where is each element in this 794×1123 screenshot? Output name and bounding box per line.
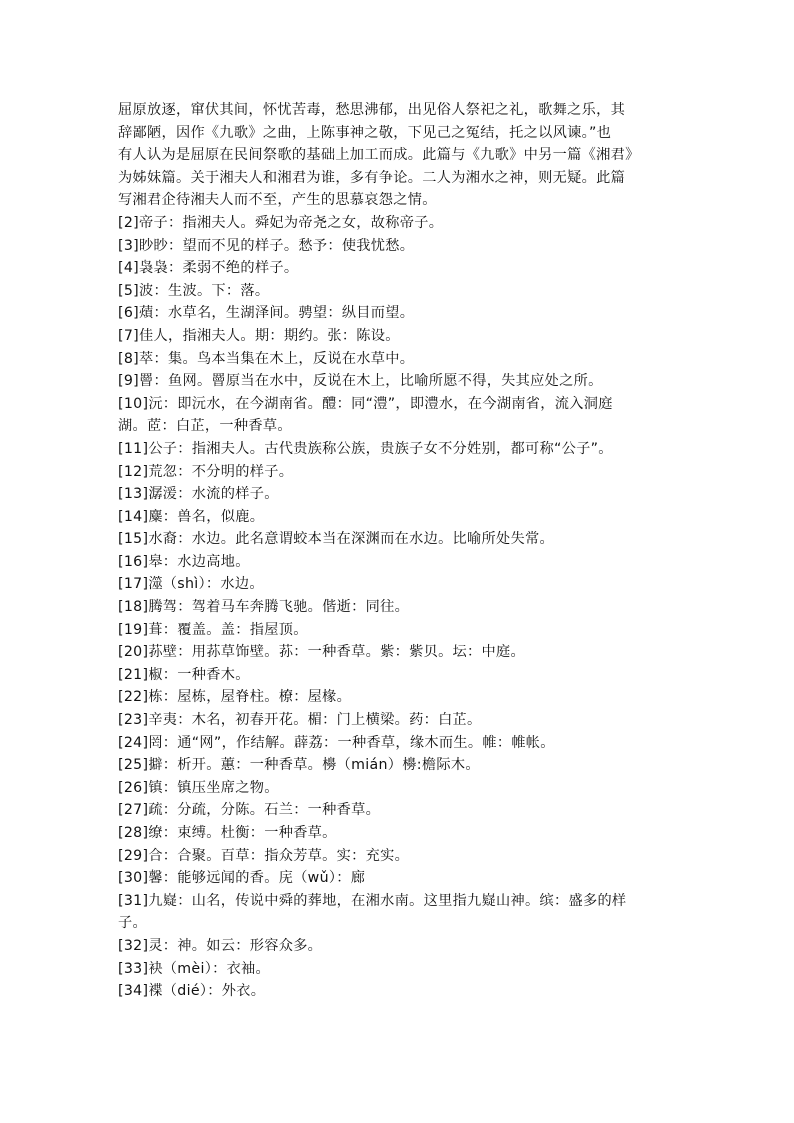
intro-line: 辞鄙陋，因作《九歌》之曲，上陈事神之敬，下见己之冤结，托之以风谏。”也 (118, 124, 612, 141)
annotation-continuation: 子。 (118, 915, 147, 932)
annotation-item: [17]澨（shì）：水边。 (118, 576, 264, 593)
annotation-item: [27]疏：分疏，分陈。石兰：一种香草。 (118, 802, 381, 819)
annotation-item: [10]沅：即沅水，在今湖南省。醴：同“澧”，即澧水，在今湖南省，流入洞庭 (118, 395, 613, 412)
annotation-item: [16]皋：水边高地。 (118, 553, 250, 570)
annotation-item: [28]缭：束缚。杜衡：一种香草。 (118, 825, 337, 841)
annotation-item: [21]椒：一种香木。 (118, 666, 250, 683)
annotation-item: [13]潺湲：水流的样子。 (118, 486, 279, 503)
annotation-item: [2]帝子：指湘夫人。舜妃为帝尧之女，故称帝子。 (118, 214, 444, 231)
intro-line: 为姊妹篇。关于湘夫人和湘君为谁，多有争论。二人为湘水之神，则无疑。此篇 (118, 169, 626, 186)
annotation-item: [25]擗：析开。蕙：一种香草。櫋（mián）櫋:檐际木。 (118, 757, 480, 774)
annotation-item: [31]九嶷：山名，传说中舜的葬地，在湘水南。这里指九嶷山神。缤：盛多的样 (118, 892, 627, 909)
annotation-item: [30]馨：能够远闻的香。庑（wǔ）：廊 (118, 870, 366, 887)
annotation-item: [26]镇：镇压坐席之物。 (118, 779, 279, 796)
annotation-item: [23]辛夷：木名，初春开花。楣：门上横梁。药：白芷。 (118, 712, 482, 729)
intro-paragraph (118, 99, 682, 212)
annotation-item: [3]眇眇：望而不见的样子。愁予：使我忧愁。 (118, 237, 415, 254)
intro-line: 写湘君企待湘夫人而不至，产生的思慕哀怨之情。 (118, 192, 437, 209)
annotation-item: [22]栋：屋栋，屋脊柱。橑：屋椽。 (118, 689, 352, 706)
intro-line: 屈原放逐，窜伏其间，怀忧苦毒，愁思沸郁，出见俗人祭祀之礼，歌舞之乐，其 (118, 102, 626, 118)
annotation-item: [7]佳人，指湘夫人。期：期约。张：陈设。 (118, 327, 400, 344)
annotation-item: [4]袅袅：柔弱不绝的样子。 (118, 260, 299, 277)
annotation-item: [32]灵：神。如云：形容众多。 (118, 937, 323, 954)
annotation-item: [5]波：生波。下：落。 (118, 282, 270, 299)
annotation-item: [29]合：合聚。百草：指众芳草。实：充实。 (118, 847, 410, 864)
annotation-item: [19]葺：覆盖。盖：指屋顶。 (118, 621, 308, 638)
annotation-item: [20]荪壁：用荪草饰壁。荪：一种香草。紫：紫贝。坛：中庭。 (118, 644, 525, 661)
annotation-continuation: 湖。茝：白芷，一种香草。 (118, 418, 292, 435)
annotation-item: [34]褋（dié）：外衣。 (118, 983, 266, 1000)
annotation-list (118, 212, 682, 1003)
document-page (118, 99, 682, 1003)
annotation-item: [14]麋：兽名，似鹿。 (118, 508, 265, 525)
intro-line: 有人认为是屈原在民间祭歌的基础上加工而成。此篇与《九歌》中另一篇《湘君》 (118, 147, 640, 164)
annotation-item: [33]袂（mèi）：衣袖。 (118, 960, 271, 977)
annotation-item: [24]罔：通“网”，作结解。薜荔：一种香草，缘木而生。帷：帷帐。 (118, 734, 555, 751)
annotation-item: [18]腾驾：驾着马车奔腾飞驰。偕逝：同往。 (118, 599, 410, 616)
annotation-item: [11]公子：指湘夫人。古代贵族称公族，贵族子女不分姓别，都可称“公子”。 (118, 440, 613, 457)
annotation-item: [9]罾：鱼网。罾原当在水中，反说在木上，比喻所愿不得，失其应处之所。 (118, 373, 603, 390)
annotation-item: [6]薠：水草名，生湖泽间。骋望：纵目而望。 (118, 305, 415, 322)
annotation-item: [15]水裔：水边。此名意谓蛟本当在深渊而在水边。比喻所处失常。 (118, 531, 554, 548)
annotation-item: [8]萃：集。鸟本当集在木上，反说在水草中。 (118, 350, 415, 367)
annotation-item: [12]荒忽：不分明的样子。 (118, 463, 294, 480)
